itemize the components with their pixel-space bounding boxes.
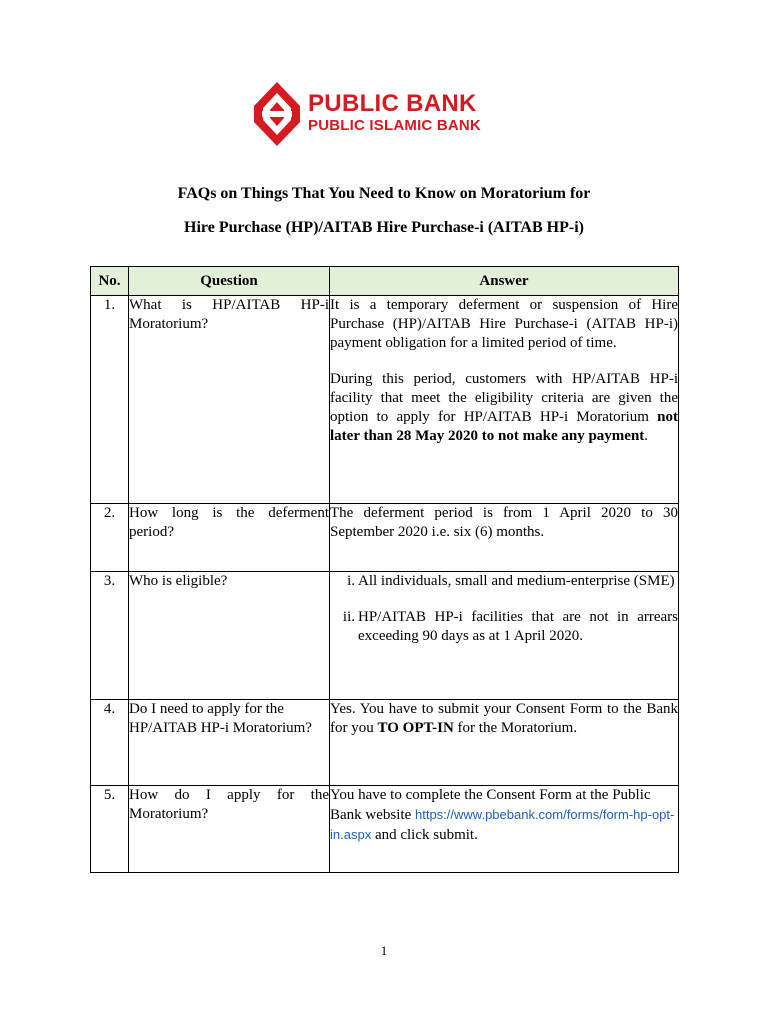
- faq-table: [90, 266, 679, 873]
- answer-cell: The deferment period is from 1 April 2020 to 30 September 2020 i.e. six (6) months.: [330, 504, 679, 572]
- list-item: [332, 608, 678, 646]
- answer-cell: [330, 786, 679, 873]
- logo-bank-name: PUBLIC BANK: [308, 90, 477, 117]
- header-answer: Answer: [330, 267, 679, 296]
- logo-islamic-bank-name: PUBLIC ISLAMIC BANK: [308, 117, 481, 134]
- question-cell: What is HP/AITAB HP-i Moratorium?: [129, 296, 330, 504]
- answer-text-end: .: [644, 428, 649, 444]
- list-item: [332, 572, 678, 591]
- answer-paragraph: [330, 370, 678, 446]
- question-cell: Who is eligible?: [129, 572, 330, 700]
- question-cell: How do I apply for the Moratorium?: [129, 786, 330, 873]
- header-question: Question: [129, 267, 330, 296]
- list-item-label: i.: [347, 573, 355, 589]
- document-title-line-2: Hire Purchase (HP)/AITAB Hire Purchase-i (AITAB HP-i): [184, 219, 584, 236]
- row-number: 4.: [91, 700, 129, 786]
- answer-cell: [330, 572, 679, 700]
- document-title-line-1: FAQs on Things That You Need to Know on Moratorium for: [177, 185, 591, 202]
- answer-bold-text: not later than 28 May 2020 to not make any payment: [330, 409, 678, 444]
- list-item-text: HP/AITAB HP-i facilities that are not in arrears exceeding 90 days as at 1 April 2020.: [358, 609, 678, 644]
- row-number: 3.: [91, 572, 129, 700]
- row-number: 2.: [91, 504, 129, 572]
- table-header-row: [91, 267, 679, 296]
- table-row: [91, 786, 679, 873]
- public-bank-diamond-logo-icon: [252, 80, 302, 148]
- row-number: 1.: [91, 296, 129, 504]
- answer-bold-text: TO OPT-IN: [377, 720, 454, 736]
- answer-text: Yes. You have to submit your Consent Form to the Bank for you: [330, 701, 678, 736]
- answer-text-end: and click submit.: [374, 827, 478, 843]
- answer-text: You have to complete the Consent Form at the Public Bank website: [330, 787, 651, 823]
- page-number: 1: [380, 943, 388, 958]
- list-item-text: All individuals, small and medium-enterprise (SME): [358, 573, 675, 589]
- question-cell: How long is the deferment period?: [129, 504, 330, 572]
- table-row: [91, 700, 679, 786]
- question-cell: Do I need to apply for the HP/AITAB HP-i Moratorium?: [129, 700, 330, 786]
- table-row: [91, 504, 679, 572]
- answer-cell: [330, 296, 679, 504]
- answer-paragraph: It is a temporary deferment or suspension of Hire Purchase (HP)/AITAB Hire Purchase-i (AITAB HP-i) payment obligation for a limited period of time.: [330, 297, 678, 351]
- answer-text-end: for the Moratorium.: [457, 720, 578, 736]
- bank-logo: [252, 80, 516, 148]
- row-number: 5.: [91, 786, 129, 873]
- answer-text: During this period, customers with HP/AITAB HP-i facility that meet the eligibility criteria are given the option to apply for HP/AITAB HP-i Moratorium: [330, 371, 678, 425]
- table-row: [91, 296, 679, 504]
- table-row: [91, 572, 679, 700]
- answer-cell: [330, 700, 679, 786]
- list-item-label: ii.: [342, 609, 355, 625]
- consent-form-link[interactable]: https://www.pbebank.com/forms/form-hp-opt-in.aspx: [330, 807, 675, 842]
- header-no: No.: [91, 267, 129, 296]
